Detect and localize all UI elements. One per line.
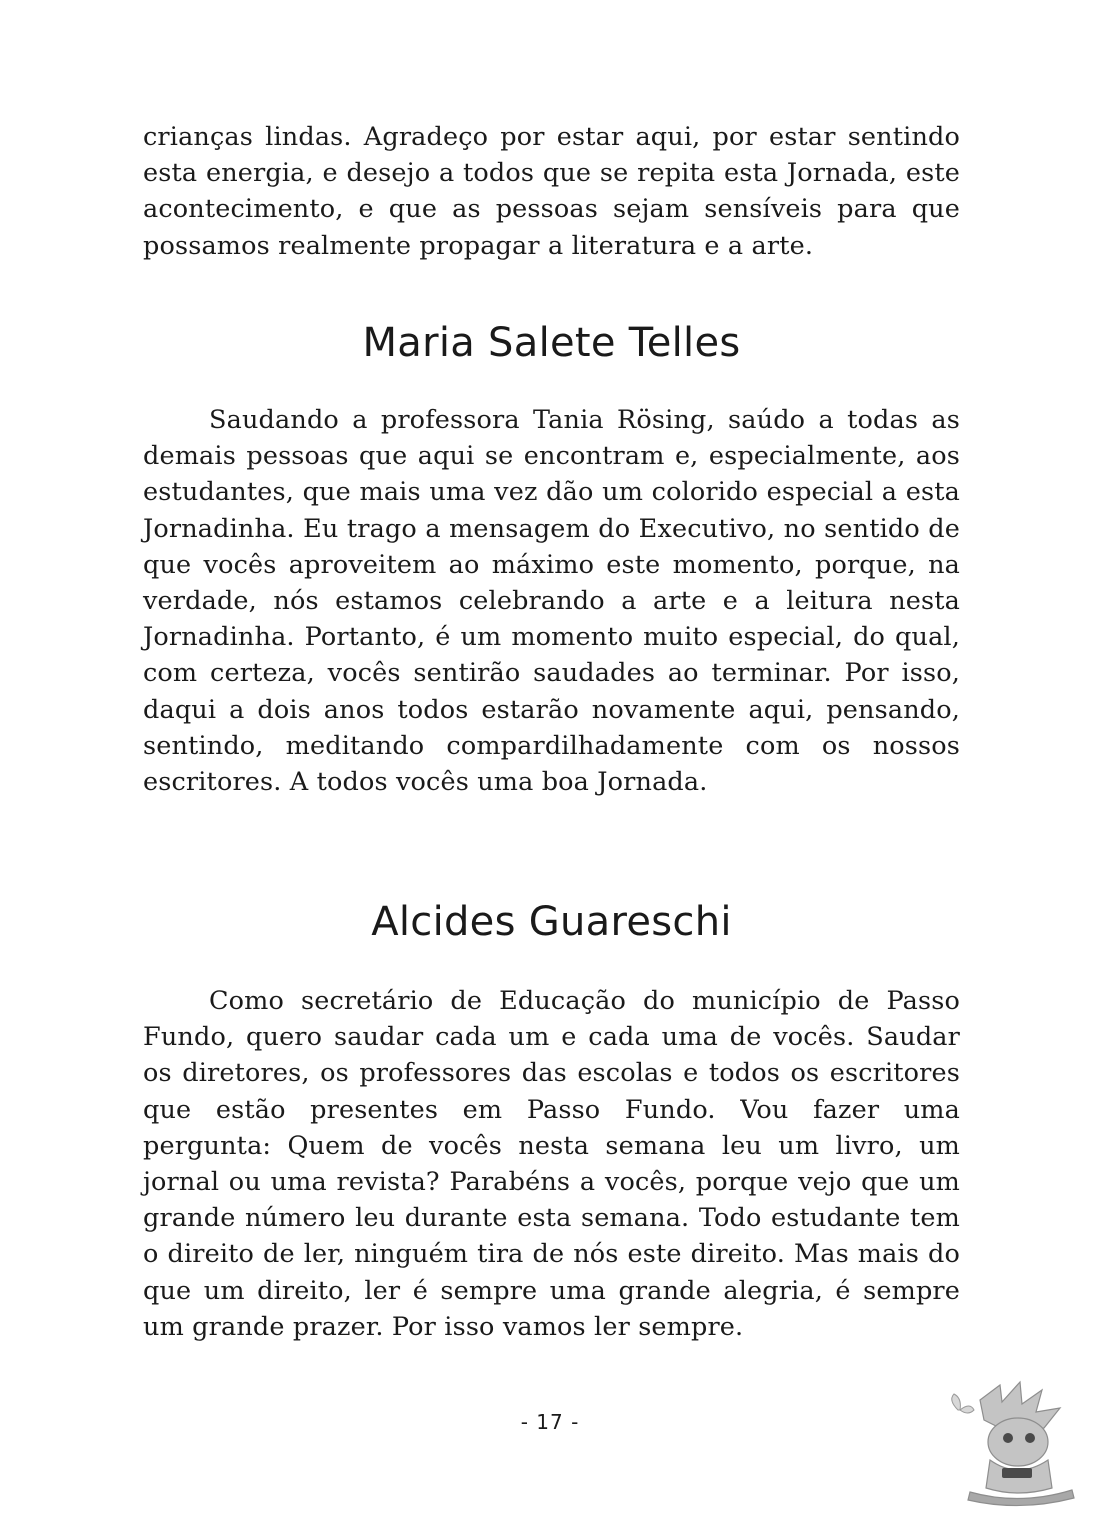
maria-salete-telles-paragraph: Saudando a professora Tania Rösing, saúdo a todas as demais pessoas que aqui se encontram e, especialmente, aos estudantes, que mais uma vez dão um colorido especial a esta Jornadinha. Eu trago a mensagem do Executivo, no sentido de que vocês aproveitem ao máximo este momento, porque, na verdade, nós estamos celebrando a arte e a leitura nesta Jornadinha. Portanto, é um momento muito especial, do qual, com certeza, vocês sentirão saudades ao terminar. Por isso, daqui a dois anos todos estarão novamente aqui, pensando, sentindo, meditando compardilhadamente com os nossos escritores. A todos vocês uma boa Jornada. — [143, 405, 960, 798]
page-number: - 17 - — [520, 1410, 580, 1434]
section-heading-maria-salete-telles: Maria Salete Telles — [362, 320, 741, 366]
section-heading-alcides-guareschi: Alcides Guareschi — [371, 899, 732, 945]
alcides-guareschi-paragraph: Como secretário de Educação do município de Passo Fundo, quero saudar cada um e cada uma de vocês. Saudar os diretores, os professores das escolas e todos os escritores que estão presentes em Passo Fundo. Vou fazer uma pergunta: Quem de vocês nesta semana leu um livro, um jornal ou uma revista? Parabéns a vocês, porque vejo que um grande número leu durante esta semana. Todo estudante tem o direito de ler, ninguém tira de nós este direito. Mas mais do que um direito, ler é sempre uma grande alegria, é sempre um grande prazer. Por isso vamos ler sempre. — [143, 986, 960, 1342]
intro-paragraph: crianças lindas. Agradeço por estar aqui, por estar sentindo esta energia, e desejo a todos que se repita esta Jornada, este acontecimento, e que as pessoas sejam sensíveis para que possamos realmente propagar a literatura e a arte. — [143, 122, 960, 261]
cartoon-mascot-icon — [940, 1380, 1080, 1510]
